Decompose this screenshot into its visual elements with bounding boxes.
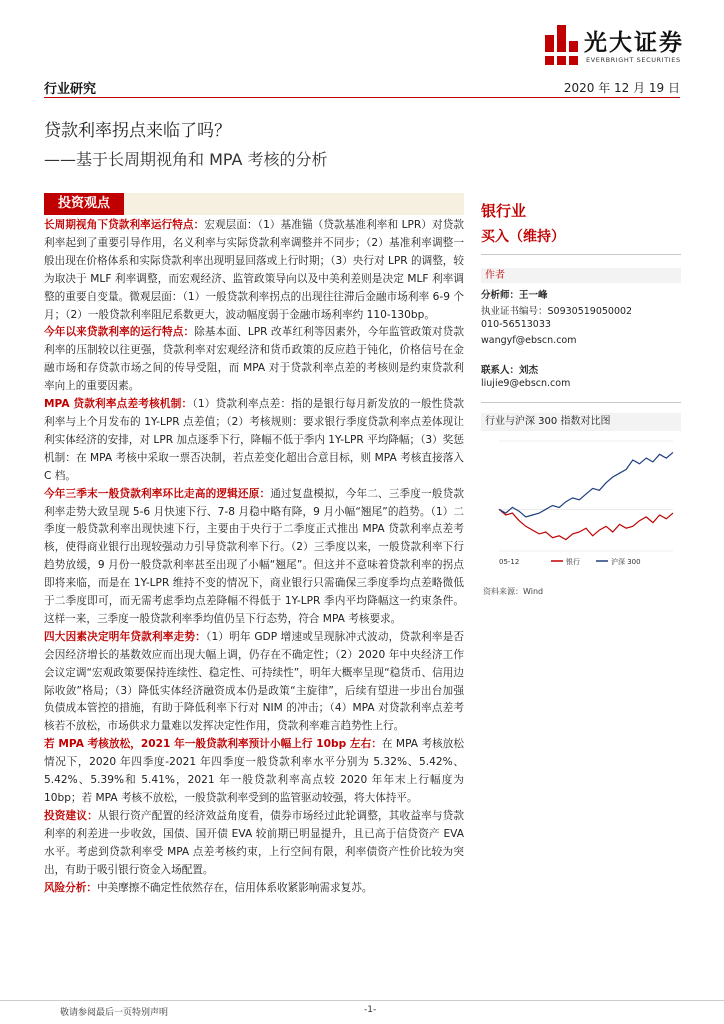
sidebar-divider bbox=[481, 402, 681, 403]
sidebar-divider bbox=[481, 254, 681, 255]
paragraph-text: 宏观层面：（1）基准锚（贷款基准利率和 LPR）对贷款利率起到了重要引导作用，名义利率与实际贷款利率调整并不同步；（2）基准利率调整一般出现在价格体系和实际贷款利率出现明显回落或上行时期；（3）央行对 LPR 的调整，较为取决于 MLF 利率调整，而宏观经济、监管政策导向以及中美利差则是决定 MLF 利率调整的重要自变量。微观层面：（1）一般贷款利率拐点的出现往往滞后金融市场利率 6-9 个月；（2）一般贷款利率阻尼系数更大，波动幅度弱于金融市场利率约 110-130bp。 bbox=[44, 219, 464, 321]
paragraph bbox=[44, 629, 464, 736]
rating: 买入（维持） bbox=[481, 229, 565, 245]
report-title: 贷款利率拐点来临了吗？ bbox=[44, 121, 231, 141]
paragraph bbox=[44, 486, 464, 629]
page-number: -1- bbox=[364, 1005, 377, 1015]
analyst-phone: 010-56513033 bbox=[481, 319, 551, 330]
brand-name: 光大证券 bbox=[584, 30, 684, 56]
chart-title: 行业与沪深 300 指数对比图 bbox=[481, 413, 681, 431]
paragraph-lead: 今年以来贷款利率的运行特点： bbox=[44, 326, 195, 339]
paragraph-text: 在 MPA 考核放松情况下，2020 年四季度-2021 年四季度一般贷款利率水平分别为 5.32%、5.42%、5.42%、5.39%和 5.41%，2021 年一般贷款利率高点较 2020 年年末上行幅度为 10bp；若 MPA 考核不放松，一般贷款利率受到的监管驱动较强，将大体持平。 bbox=[44, 738, 464, 804]
paragraph-lead: 长周期视角下贷款利率运行特点： bbox=[44, 219, 205, 231]
paragraph-text: 除基本面、LPR 改革红利等因素外，今年监管政策对贷款利率的压制较以往更强，贷款利率对宏观经济和货币政策的反应趋于钝化，价格信号在金融市场和存贷款市场之间的传导受阻，而 MPA 对于贷款利率点差的考核则是约束贷款利率向上的重要因素。 bbox=[44, 326, 464, 393]
series-line-csi300 bbox=[499, 452, 673, 517]
header-divider bbox=[44, 97, 680, 98]
paragraph-lead: 投资建议： bbox=[44, 809, 98, 822]
paragraph bbox=[44, 808, 464, 880]
brand-logo-icon bbox=[545, 25, 579, 65]
paragraph-lead: 若 MPA 考核放松，2021 年一般贷款利率预计小幅上行 10bp 左右： bbox=[44, 738, 382, 751]
paragraph-text: 从银行资产配置的经济效益角度看，债券市场经过此轮调整，其收益率与贷款利率的利差进一步收敛，国债、国开债 EVA 较前期已明显提升，且已高于信贷资产 EVA 水平。考虑到贷款利率受 MPA 点差考核约束，上行空间有限，利率债资产性价比较为突出，有助于吸引银行资金入场配置。 bbox=[44, 809, 465, 876]
paragraph-lead: 今年三季末一般贷款利率环比走高的逻辑还原： bbox=[44, 487, 271, 500]
paragraph-text: 通过复盘模拟，今年二、三季度一般贷款利率走势大致呈现 5-6 月快速下行、7-8 月稳中略有降，9 月小幅“翘尾”的趋势。（1）二季度一般贷款利率出现快速下行，主要由于央行于二季度正式推出 MPA 贷款利率点差考核，使得商业银行出现较强动力引导贷款利率下行。（2）三季度以来，一般贷款利率下行趋势放缓，9 月份一般贷款利率甚至出现了小幅“翘尾”。但这并不意味着贷款利率的拐点即将来临，而是在 1Y-LPR 维持不变的情况下，商业银行只需确保三季度季均点差略微低于二季度即可，而无需考虑季均点差降幅不得低于 1Y-LPR 季内平均降幅这一约束条件。这样一来，三季度一般贷款利率季均值仍呈下行态势，符合 MPA 考核要求。 bbox=[44, 487, 464, 625]
series-line-bank bbox=[499, 509, 673, 539]
report-subtitle: ——基于长周期视角和 MPA 考核的分析 bbox=[44, 150, 328, 169]
analyst-name: 分析师：王一峰 bbox=[481, 290, 548, 301]
brand-name-en: EVERBRIGHT SECURITIES bbox=[586, 56, 681, 64]
paragraph-lead: 风险分析： bbox=[44, 881, 97, 894]
paragraph-text: （1）明年 GDP 增速或呈现脉冲式波动，贷款利率是否会因经济增长的基数效应而出现大幅上调，仍存在不确定性；（2）2020 年中央经济工作会议定调“宏观政策要保持连续性、稳定性、可持续性”，明年大概率呈现“稳货币、信用边际收敛”格局；（3）降低实体经济融资成本仍是政策“主旋律”，后续有望进一步出台加强负债成本管控的措施，有助于降低利率下行对 NIM 的冲击；（4）MPA 对贷款利率点差考核若不放松，市场供求力量难以发挥决定性作用，贷款利率难言趋势性上行。 bbox=[44, 630, 465, 733]
chart-grid bbox=[499, 441, 673, 551]
paragraph bbox=[44, 217, 464, 324]
paragraph-lead: 四大因素决定明年贷款利率走势： bbox=[44, 630, 206, 643]
legend-label-csi300: 沪深 300 bbox=[611, 558, 641, 566]
author-header: 作者 bbox=[481, 268, 681, 283]
analyst-email[interactable]: wangyf@ebscn.com bbox=[481, 335, 577, 346]
contact-email[interactable]: liujie9@ebscn.com bbox=[481, 378, 571, 389]
analyst-license: 执业证书编号：S0930519050002 bbox=[481, 306, 633, 317]
industry-name: 银行业 bbox=[481, 202, 527, 220]
paragraph bbox=[44, 324, 464, 396]
paragraph bbox=[44, 396, 464, 486]
paragraph bbox=[44, 736, 464, 808]
chart-source: 资料来源：Wind bbox=[483, 587, 544, 596]
paragraph bbox=[44, 880, 464, 898]
footer-disclaimer: 敬请参阅最后一页特别声明 bbox=[60, 1008, 169, 1018]
comparison-chart bbox=[481, 433, 681, 583]
investment-view-body bbox=[44, 217, 464, 897]
section-tag: 投资观点 bbox=[44, 193, 124, 215]
footer-divider bbox=[0, 1000, 724, 1001]
paragraph-lead: MPA 贷款利率点差考核机制： bbox=[44, 398, 193, 411]
contact-name: 联系人：刘杰 bbox=[481, 365, 539, 376]
x-tick-label: 05-12 bbox=[499, 558, 520, 566]
legend-label-bank: 银行 bbox=[566, 558, 580, 566]
report-date: 2020 年 12 月 19 日 bbox=[563, 81, 680, 95]
report-category: 行业研究 bbox=[44, 82, 97, 97]
paragraph-text: （1）贷款利率点差：指的是银行每月新发放的一般性贷款利率与上个月发布的 1Y-LPR 点差值；（2）考核规则：要求银行季度贷款利率点差体现让利实体经济的安排，对 LPR 加点逐季下行，降幅不低于季内 1Y-LPR 平均降幅；（3）奖惩机制：在 MPA 考核中采取一票否决制，若点差变化超出合意目标，则 MPA 考核直接落入 C 档。 bbox=[44, 398, 464, 482]
paragraph-text: 中美摩擦不确定性依然存在，信用体系收紧影响需求复苏。 bbox=[96, 881, 373, 894]
